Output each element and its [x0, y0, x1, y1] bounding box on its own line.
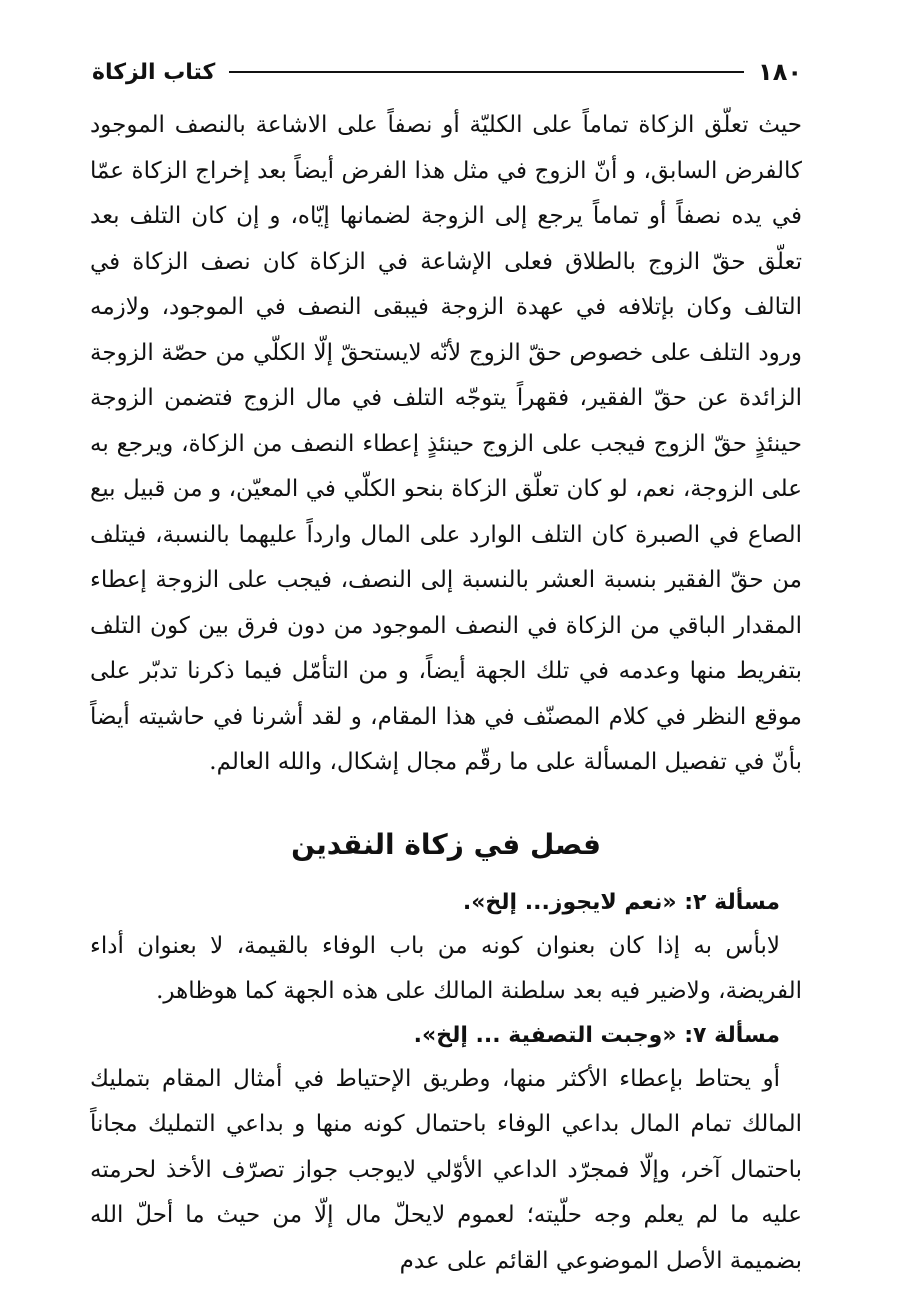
paragraph: أو يحتاط بإعطاء الأكثر منها، وطريق الإحتياط في أمثال المقام بتمليك المالك تمام المال بداعي الوفاء باحتمال كونه منها و بداعي التمليك مجاناً باحتمال آخر، وإلّا فمجرّد الداعي الأوّلي لايوجب جواز تصرّف الأخذ لحرمته عليه ما لم يعلم وجه حلّيته؛ لعموم لايحلّ مال إلّا من حيث ما أحلّ الله بضميمة الأصل الموضوعي القائم على عدم [90, 1065, 802, 1274]
paragraph: حيث تعلّق الزكاة تماماً على الكليّة أو نصفاً على الاشاعة بالنصف الموجود كالفرض السابق، و أنّ الزوج في مثل هذا الفرض أيضاً بعد إخراج الزكاة عمّا في يده نصفاً أو تماماً يرجع إلى الزوجة لضمانها إيّاه، و إن كان التلف بعد تعلّق حقّ الزوج بالطلاق فعلى الإشاعة في الزكاة كان نصف الزكاة في التالف وكان بإتلافه في عهدة الزوجة فيبقى النصف في الموجود، ولازمه ورود التلف على خصوص حقّ الزوج لأنّه لايستحقّ إلّا الكلّي من حصّة الزوجة الزائدة عن حقّ الفقير، فقهراً يتوجّه التلف في مال الزوج فتضمن الزوجة حينئذٍ حقّ الزوج فيجب على الزوج حينئذٍ إعطاء النصف من الزكاة، ويرجع به على الزوجة، نعم، لو كان تعلّق الزكاة بنحو الكلّي في المعيّن، و من قبيل بيع الصاع في الصبرة كان التلف الوارد على المال وارداً عليهما بالنسبة، فيتلف من حقّ الفقير بنسبة العشر بالنسبة إلى النصف، فيجب على الزوجة إعطاء المقدار الباقي من الزكاة في النصف الموجود من دون فرق بين كون التلف بتفريط منها وعدمه في تلك الجهة أيضاً، و من التأمّل فيما ذكرنا تدبّر على موقع النظر في كلام المصنّف في هذا المقام، و لقد أشرنا في حاشيته أيضاً بأنّ في تفصيل المسألة على ما رقّم مجال إشكال، والله العالم. [90, 112, 802, 775]
issue-heading: مسألة ٧: «وجبت التصفية ... إلخ». [413, 1022, 780, 1048]
book-title: كتاب الزكاة [92, 59, 216, 85]
issue-heading: مسألة ٢: «نعم لايجوز... إلخ». [462, 889, 780, 915]
paragraph: لابأس به إذا كان بعنوان كونه من باب الوفاء بالقيمة، لا بعنوان أداء الفريضة، ولاضير فيه بعد سلطنة المالك على هذه الجهة كما هوظاهر. [90, 932, 802, 1004]
page-header [92, 52, 802, 92]
header-rule [229, 71, 744, 73]
section-heading: فصل في زكاة النقدين [291, 827, 601, 861]
page-number: ١٨٠ [758, 58, 802, 86]
page-body [90, 103, 802, 1284]
